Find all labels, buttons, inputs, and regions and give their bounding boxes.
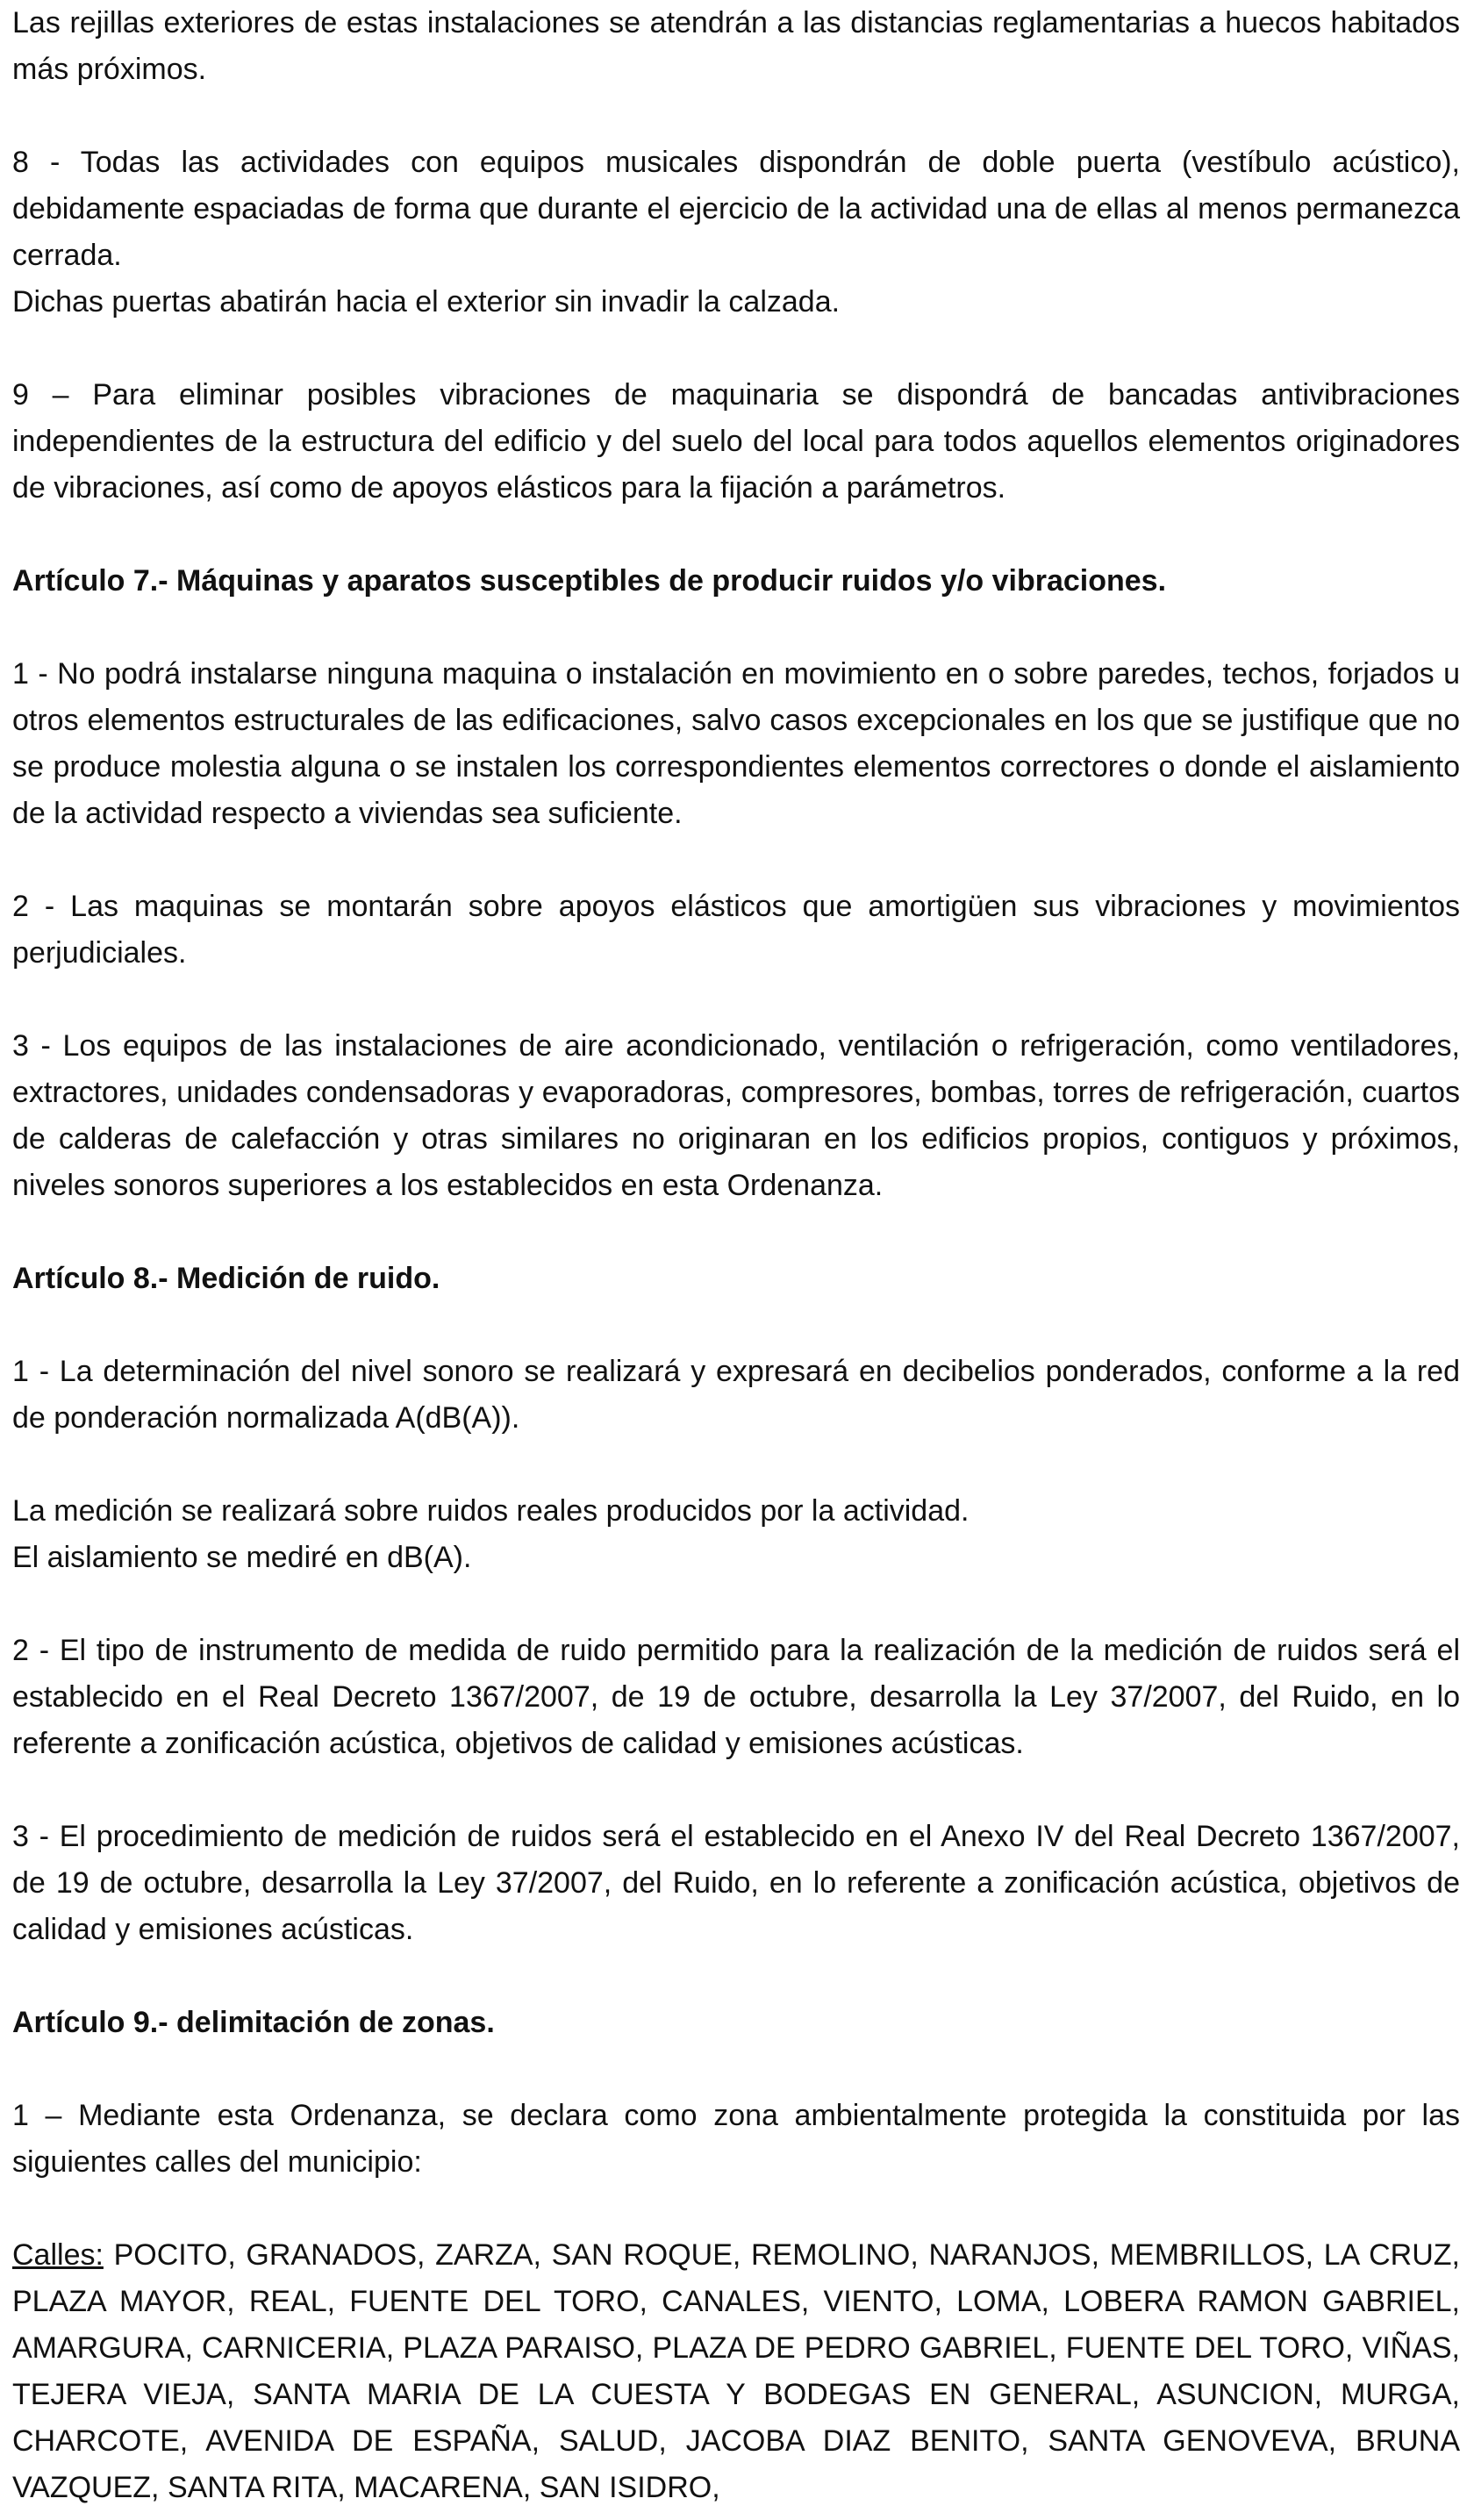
spacer — [12, 2186, 1460, 2232]
paragraph-item-8: 8 - Todas las actividades con equipos musicales dispondrán de doble puerta (vestíbulo acústico), debidamente espaciadas de forma que durante el ejercicio de la actividad una de ellas al menos permanezca cerrada. — [12, 146, 1460, 272]
heading-articulo-8: Artículo 8.- Medición de ruido. — [12, 1262, 440, 1295]
spacer — [12, 1953, 1460, 2000]
spacer — [12, 326, 1460, 372]
heading-articulo-7: Artículo 7.- Máquinas y aparatos susceptibles de producir ruidos y/o vibraciones. — [12, 564, 1167, 598]
spacer — [12, 837, 1460, 884]
paragraph-art8-aislamiento: El aislamiento se mediré en dB(A). — [12, 1541, 472, 1574]
spacer — [12, 1442, 1460, 1488]
spacer — [12, 1581, 1460, 1628]
paragraph-calles — [12, 2232, 1460, 2511]
paragraph-item-8-puertas: Dichas puertas abatirán hacia el exterior sin invadir la calzada. — [12, 285, 841, 319]
paragraph-item-9: 9 – Para eliminar posibles vibraciones de maquinaria se dispondrá de bancadas antivibraciones independientes de la estructura del edificio y del suelo del local para todos aquellos elementos originadores de vibraciones, así como de apoyos elásticos para la fijación a parámetros. — [12, 378, 1460, 505]
spacer — [12, 512, 1460, 558]
paragraph-art8-item-3: 3 - El procedimiento de medición de ruidos será el establecido en el Anexo IV del Real Decreto 1367/2007, de 19 de octubre, desarrolla la Ley 37/2007, del Ruido, en lo referente a zonificación acústica, objetivos de calidad y emisiones acústicas. — [12, 1820, 1460, 1946]
spacer — [12, 1209, 1460, 1256]
spacer — [12, 93, 1460, 140]
heading-articulo-9: Artículo 9.- delimitación de zonas. — [12, 2006, 495, 2039]
paragraph-art7-item-3: 3 - Los equipos de las instalaciones de aire acondicionado, ventilación o refrigeración, como ventiladores, extractores, unidades condensadoras y evaporadoras, compresores, bombas, torres de refrigeración, cuartos de calderas de calefacción y otras similares no originaran en los edificios propios, contiguos y próximos, niveles sonoros superiores a los establecidos en esta Ordenanza. — [12, 1029, 1460, 1202]
paragraph-art7-item-1: 1 - No podrá instalarse ninguna maquina o instalación en movimiento en o sobre paredes, techos, forjados u otros elementos estructurales de las edificaciones, salvo casos excepcionales en los que se justifique que no se produce molestia alguna o se instalen los correspondientes elementos correctores o donde el aislamiento de la actividad respecto a viviendas sea suficiente. — [12, 657, 1460, 830]
paragraph-art8-item-1: 1 - La determinación del nivel sonoro se realizará y expresará en decibelios ponderados, conforme a la red de ponderación normalizada A(dB(A)). — [12, 1355, 1460, 1435]
spacer — [12, 605, 1460, 651]
spacer — [12, 1302, 1460, 1349]
calles-list: POCITO, GRANADOS, ZARZA, SAN ROQUE, REMOLINO, NARANJOS, MEMBRILLOS, LA CRUZ, PLAZA MAYOR, REAL, FUENTE DEL TORO, CANALES, VIENTO, LOMA, LOBERA RAMON GABRIEL, AMARGURA, CARNICERIA, PLAZA PARAISO, PLAZA DE PEDRO GABRIEL, FUENTE DEL TORO, VIÑAS, TEJERA VIEJA, SANTA MARIA DE LA CUESTA Y BODEGAS EN GENERAL, ASUNCION, MURGA, CHARCOTE, AVENIDA DE ESPAÑA, SALUD, JACOBA DIAZ BENITO, SANTA GENOVEVA, BRUNA VAZQUEZ, SANTA RITA, MACARENA, SAN ISIDRO, — [12, 2238, 1460, 2504]
paragraph-art7-item-2: 2 - Las maquinas se montarán sobre apoyos elásticos que amortigüen sus vibraciones y movimientos perjudiciales. — [12, 890, 1460, 970]
spacer — [12, 1767, 1460, 1814]
paragraph-art8-item-2: 2 - El tipo de instrumento de medida de ruido permitido para la realización de la medición de ruidos será el establecido en el Real Decreto 1367/2007, de 19 de octubre, desarrolla la Ley 37/2007, del Ruido, en lo referente a zonificación acústica, objetivos de calidad y emisiones acústicas. — [12, 1634, 1460, 1760]
spacer — [12, 2046, 1460, 2093]
paragraph-rejillas: Las rejillas exteriores de estas instalaciones se atendrán a las distancias reglamentarias a huecos habitados más próximos. — [12, 6, 1460, 86]
spacer — [12, 977, 1460, 1023]
paragraph-art8-medicion: La medición se realizará sobre ruidos reales producidos por la actividad. — [12, 1494, 970, 1528]
paragraph-art9-item-1: 1 – Mediante esta Ordenanza, se declara como zona ambientalmente protegida la constituida por las siguientes calles del municipio: — [12, 2099, 1460, 2179]
calles-label: Calles: — [12, 2238, 104, 2272]
document-page — [12, 0, 1460, 2511]
